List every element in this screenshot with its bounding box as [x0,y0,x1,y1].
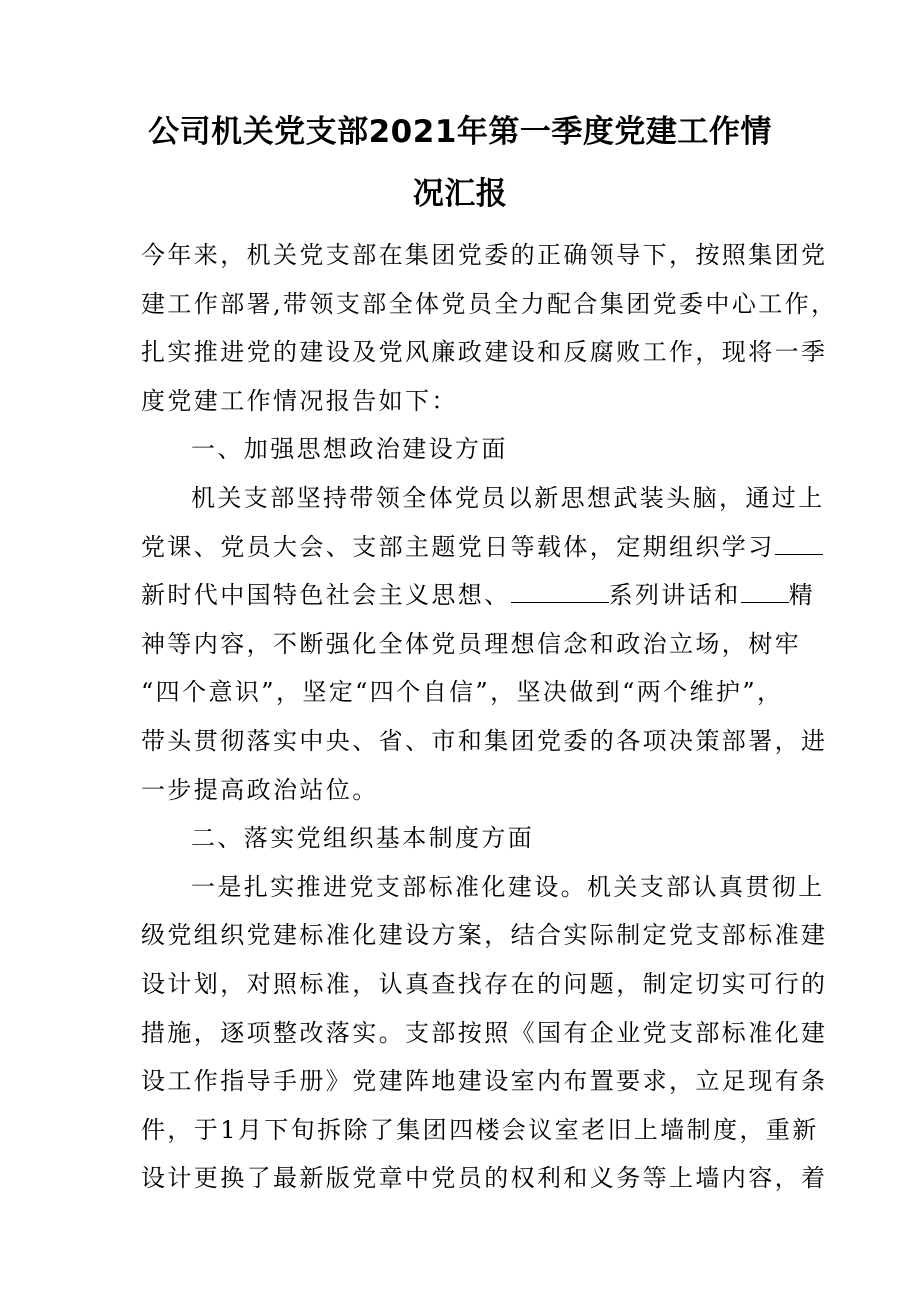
body-line: 设计划，对照标准，认真查找存在的问题，制定切实可行的 [141,969,828,998]
body-line: 设计更换了最新版党章中党员的权利和义务等上墙内容，着 [141,1164,828,1193]
body-line: 级党组织党建标准化建设方案，结合实际制定党支部标准建 [141,921,828,950]
body-text: 系列讲话和 [608,581,741,610]
document-title-line-2: 况汇报 [412,176,508,212]
body-text: 党课、党员大会、支部主题党日等载体，定期组织学习 [141,532,775,561]
body-line: 件，于1月下旬拆除了集团四楼会议室老旧上墙制度，重新 [141,1115,819,1144]
section-heading-1: 一、加强思想政治建设方面 [191,435,508,464]
body-line: 今年来，机关党支部在集团党委的正确领导下，按照集团党 [141,241,828,269]
body-text: 新时代中国特色社会主义思想、 [141,581,511,610]
body-line-with-blank [141,523,786,572]
fill-in-blank [775,526,823,555]
body-line: 一步提高政治站位。 [141,775,379,804]
body-text: 精 [788,581,816,610]
body-line: 一是扎实推进党支部标准化建设。机关支部认真贯彻上 [191,872,825,901]
body-line-with-blanks [141,571,816,620]
body-line: “四个意识”，坚定“四个自信”，坚决做到“两个维护”， [141,678,784,707]
body-line: 扎实推进党的建设及党风廉政建设和反腐败工作，现将一季 [141,338,828,367]
body-line: 建工作部署,带领支部全体党员全力配合集团党委中心工作， [141,289,838,318]
fill-in-blank [511,574,609,603]
body-line: 神等内容，不断强化全体党员理想信念和政治立场，树牢 [141,629,801,658]
body-line: 机关支部坚持带领全体党员以新思想武装头脑，通过上 [191,483,825,512]
section-heading-2: 二、落实党组织基本制度方面 [191,824,535,853]
body-line: 措施，逐项整改落实。支部按照《国有企业党支部标准化建 [141,1018,828,1047]
body-line: 设工作指导手册》党建阵地建设室内布置要求，立足现有条 [141,1067,828,1096]
fill-in-blank [741,574,789,603]
document-body [141,231,838,1203]
body-line: 带头贯彻落实中央、省、市和集团党委的各项决策部署，进 [141,726,828,755]
body-line: 度党建工作情况报告如下： [141,386,458,415]
document-title-line-1: 公司机关党支部2021年第一季度党建工作情 [148,114,772,150]
